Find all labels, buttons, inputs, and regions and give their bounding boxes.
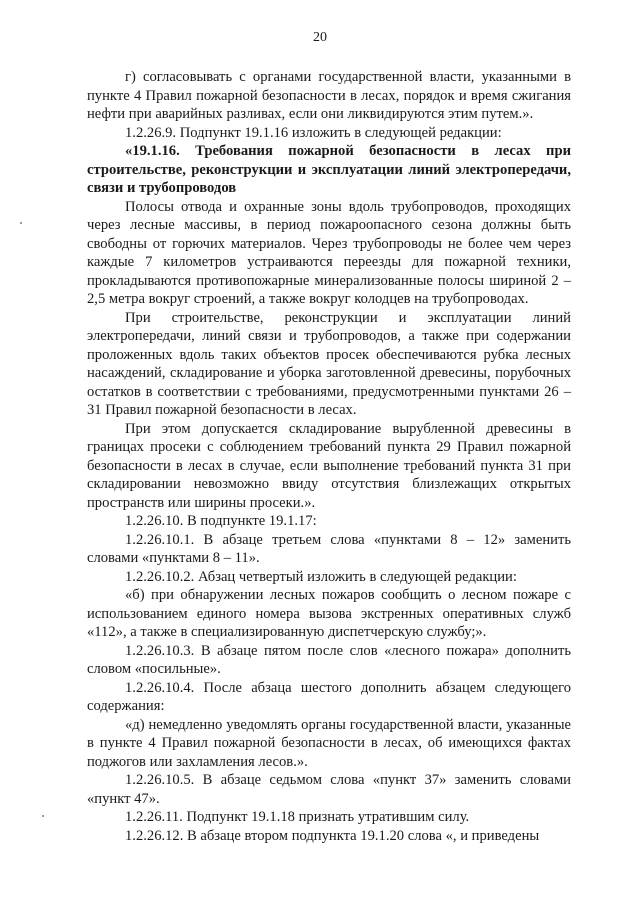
scan-speck bbox=[42, 815, 44, 817]
paragraph-1-2-26-10-1: 1.2.26.10.1. В абзаце третьем слова «пунктами 8 – 12» заменить словами «пунктами 8 – 11». bbox=[87, 531, 571, 566]
paragraph-d-clause: «д) немедленно уведомлять органы государственной власти, указанные в пункте 4 Правил пожарной безопасности в лесах, об имеющихся фактах поджогов или захламления лесов.». bbox=[87, 716, 571, 770]
document-body bbox=[87, 68, 571, 845]
paragraph-1-2-26-10-3: 1.2.26.10.3. В абзаце пятом после слов «лесного пожара» дополнить словом «посильные». bbox=[87, 642, 571, 677]
paragraph-1-2-26-12: 1.2.26.12. В абзаце втором подпункта 19.1.20 слова «, и приведены bbox=[125, 827, 540, 844]
scan-speck bbox=[20, 222, 22, 224]
paragraph-1-2-26-10-4: 1.2.26.10.4. После абзаца шестого дополнить абзацем следующего содержания: bbox=[87, 679, 571, 714]
paragraph-construction: При строительстве, реконструкции и эксплуатации линий электропередачи, линий связи и трубопроводов, а также при содержании проложенных вдоль таких объектов просек обеспечиваются рубка лесных насаждений, складирование и уборка заготовленной древесины, порубочных остатков в соответствии с требованиями, предусмотренными пунктами 26 – 31 Правил пожарной безопасности в лесах. bbox=[87, 309, 571, 418]
paragraph-storage: При этом допускается складирование вырубленной древесины в границах просеки с соблюдением требований пункта 29 Правил пожарной безопасности в лесах в случае, если выполнение требований пункта 31 при складировании невозможно ввиду отсутствия близлежащих открытых пространств или ширины просеки.». bbox=[87, 420, 571, 511]
paragraph-1-2-26-9: 1.2.26.9. Подпункт 19.1.16 изложить в следующей редакции: bbox=[125, 124, 502, 141]
paragraph-pipeline-zones: Полосы отвода и охранные зоны вдоль трубопроводов, проходящих через лесные массивы, в период пожароопасного сезона должны быть свободны от горючих материалов. Через трубопроводы не более чем через каждые 7 километров устраиваются переезды для пожарной техники, прокладываются противопожарные минерализованные полосы шириной 2 – 2,5 метра вокруг строений, а также вокруг колодцев на трубопроводах. bbox=[87, 198, 571, 307]
paragraph-1-2-26-10-2: 1.2.26.10.2. Абзац четвертый изложить в следующей редакции: bbox=[125, 568, 517, 585]
page-number: 20 bbox=[313, 30, 327, 45]
paragraph-1-2-26-11: 1.2.26.11. Подпункт 19.1.18 признать утратившим силу. bbox=[125, 809, 470, 825]
paragraph-b-clause: «б) при обнаружении лесных пожаров сообщить о лесном пожаре с использованием единого номера вызова экстренных оперативных служб «112», а также в специализированную диспетчерскую службу;». bbox=[87, 587, 571, 640]
section-heading-19-1-16: «19.1.16. Требования пожарной безопасности в лесах при строительстве, реконструкции и эксплуатации линий электропередачи, связи и трубопроводов bbox=[87, 143, 571, 196]
paragraph-1-2-26-10-5: 1.2.26.10.5. В абзаце седьмом слова «пункт 37» заменить словами «пункт 47». bbox=[87, 772, 571, 807]
paragraph-g-clause: г) согласовывать с органами государственной власти, указанными в пункте 4 Правил пожарной безопасности в лесах, порядок и время сжигания нефти при аварийных разливах, если они ликвидируются этим путем.». bbox=[87, 69, 571, 122]
paragraph-1-2-26-10: 1.2.26.10. В подпункте 19.1.17: bbox=[125, 513, 317, 529]
